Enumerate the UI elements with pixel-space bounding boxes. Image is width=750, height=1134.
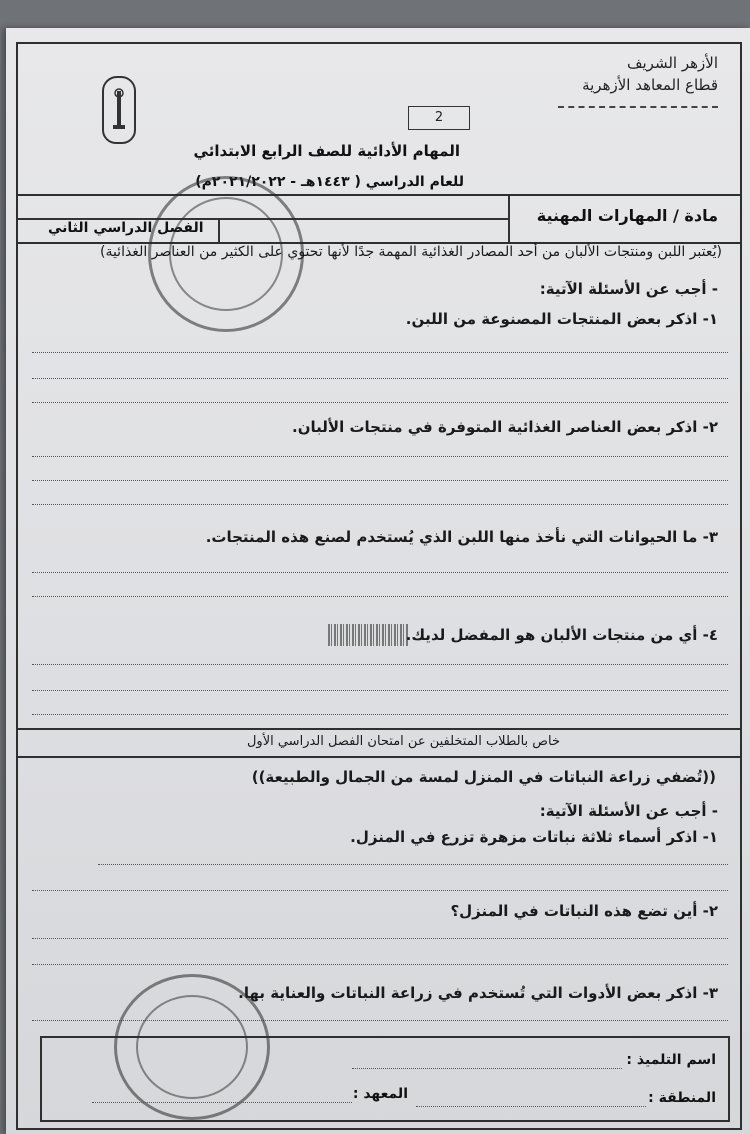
banner-underline bbox=[16, 756, 742, 758]
answer-line bbox=[32, 664, 728, 665]
term-label: الفصل الدراسي الثاني bbox=[48, 220, 204, 236]
student-name-label: اسم التلميذ : bbox=[626, 1052, 716, 1068]
subject-label: مادة / المهارات المهنية bbox=[536, 206, 718, 225]
institution-header bbox=[558, 52, 718, 108]
page-number-box: 2 bbox=[408, 106, 470, 130]
info-divider bbox=[508, 196, 510, 242]
answer-line bbox=[32, 378, 728, 379]
region-label: المنطقة : bbox=[648, 1090, 716, 1106]
header-underline bbox=[558, 106, 718, 108]
student-name-field[interactable] bbox=[352, 1068, 622, 1069]
question-1: ١- اذكر بعض المنتجات المصنوعة من اللبن. bbox=[405, 310, 718, 328]
question-3: ٣- ما الحيوانات التي نأخذ منها اللبن الذي يُستخدم لصنع هذه المنتجات. bbox=[205, 528, 718, 546]
question-4: ٤- أي من منتجات الألبان هو المفضل لديك. bbox=[405, 626, 718, 644]
question-6: ٢- أين تضع هذه النباتات في المنزل؟ bbox=[450, 902, 718, 920]
section1-instruction: - أجب عن الأسئلة الآتية: bbox=[539, 280, 718, 298]
student-info-box bbox=[40, 1036, 730, 1122]
section2-instruction: - أجب عن الأسئلة الآتية: bbox=[539, 802, 718, 820]
answer-line bbox=[32, 504, 728, 505]
question-7: ٣- اذكر بعض الأدوات التي تُستخدم في زراعة النباتات والعناية بها. bbox=[238, 984, 718, 1002]
makeup-banner: خاص بالطلاب المتخلفين عن امتحان الفصل الدراسي الأول bbox=[246, 734, 560, 749]
academic-year: للعام الدراسي ( ١٤٤٣هـ - ٢٠٢١/٢٠٢٢م) bbox=[195, 174, 464, 190]
answer-line bbox=[32, 890, 728, 891]
answer-line bbox=[32, 938, 728, 939]
section2-intro: ((تُضفي زراعة النباتات في المنزل لمسة من الجمال والطبيعة)) bbox=[251, 768, 716, 786]
barcode-icon bbox=[328, 624, 408, 646]
exam-title: المهام الأدائية للصف الرابع الابتدائي bbox=[193, 142, 460, 160]
question-2: ٢- اذكر بعض العناصر الغذائية المتوفرة في منتجات الألبان. bbox=[292, 418, 718, 436]
answer-line bbox=[32, 480, 728, 481]
answer-line bbox=[32, 402, 728, 403]
institution-name: الأزهر الشريف bbox=[626, 54, 718, 72]
sector-name: قطاع المعاهد الأزهرية bbox=[582, 76, 718, 94]
answer-line bbox=[32, 456, 728, 457]
region-field[interactable] bbox=[416, 1106, 646, 1107]
answer-line bbox=[32, 352, 728, 353]
azhar-logo-icon bbox=[102, 76, 136, 144]
answer-line bbox=[32, 964, 728, 965]
answer-line bbox=[98, 864, 728, 865]
answer-line bbox=[32, 596, 728, 597]
section1-intro: (يُعتبر اللبن ومنتجات الألبان من أحد المصادر الغذائية المهمة جدًا لأنها تحتوي على الكثير من العناصر الغذائية) bbox=[99, 244, 722, 260]
answer-line bbox=[32, 714, 728, 715]
section-separator bbox=[16, 728, 742, 730]
institute-label: المعهد : bbox=[352, 1086, 408, 1102]
answer-line bbox=[32, 572, 728, 573]
institute-field[interactable] bbox=[92, 1102, 352, 1103]
page-frame bbox=[16, 42, 742, 1130]
exam-paper bbox=[6, 28, 750, 1134]
answer-line bbox=[32, 690, 728, 691]
subject-info-box bbox=[18, 194, 740, 244]
question-5: ١- اذكر أسماء ثلاثة نباتات مزهرة تزرع في المنزل. bbox=[350, 828, 718, 846]
